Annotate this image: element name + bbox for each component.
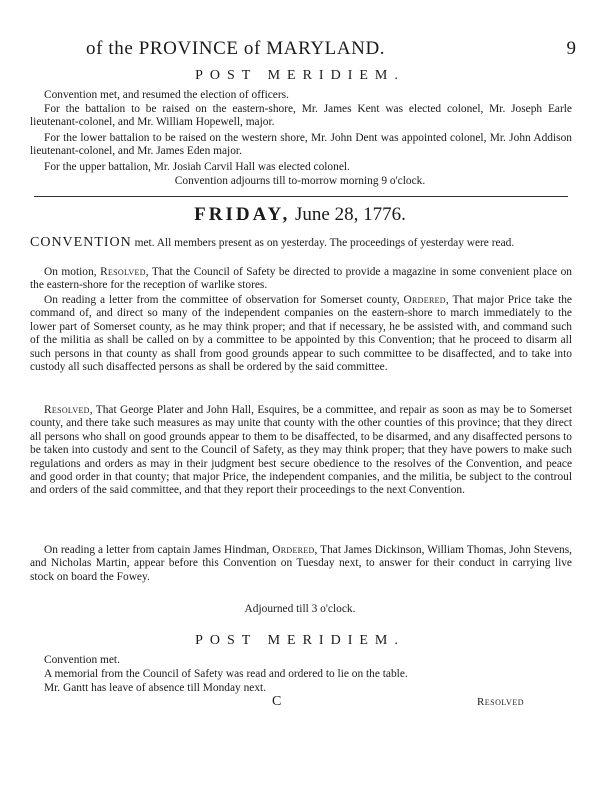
page-number: 9 xyxy=(566,38,576,59)
paragraph-text: On reading a letter from captain James Hindman, xyxy=(44,544,273,556)
paragraph: Convention met, and resumed the election of officers. xyxy=(44,89,289,101)
adjournment-line: Adjourned till 3 o'clock. xyxy=(244,603,356,615)
paragraph-text: On motion, xyxy=(44,266,101,278)
paragraph: For the battalion to be raised on the eastern-shore, Mr. James Kent was elected colonel, Mr. Joseph Earle lieutenant-colonel, and Mr. William Hopewell, major. xyxy=(30,103,572,129)
paragraph-text: On reading a letter from the committee of observation for Somerset county, xyxy=(44,294,404,306)
paragraph xyxy=(30,544,572,584)
divider xyxy=(34,196,568,197)
section-heading-post-meridiem: POST MERIDIEM. xyxy=(195,68,405,83)
paragraph-text: met. All members present as on yesterday. The proceedings of yesterday were read. xyxy=(131,237,515,249)
signature-mark: C xyxy=(272,694,282,709)
paragraph xyxy=(30,404,572,498)
resolved-word: Resolved xyxy=(44,404,90,416)
catchword: Resolved xyxy=(476,696,524,708)
adjournment-line: Convention adjourns till to-morrow morning 9 o'clock. xyxy=(174,175,426,187)
paragraph-text: , That James Dickinson, William Thomas, John Stevens, and Nicholas Martin, appear before this Convention on Tuesday next, to answer for their conduct in carrying live stock on board the Fowey. xyxy=(30,544,573,583)
paragraph: Convention met. xyxy=(44,654,120,666)
paragraph: A memorial from the Council of Safety was read and ordered to lie on the table. xyxy=(44,668,408,680)
paragraph xyxy=(30,236,572,250)
page-header xyxy=(86,38,576,64)
section-heading-post-meridiem: POST MERIDIEM. xyxy=(195,633,405,648)
resolved-word: Resolved xyxy=(100,266,146,278)
paragraph: For the lower battalion to be raised on the western shore, Mr. John Dent was appointed colonel, Mr. John Addison lieutenant-colonel, and Mr. James Eden major. xyxy=(30,132,572,158)
date-heading-date: June 28, 1776. xyxy=(295,204,406,225)
running-head: of the PROVINCE of MARYLAND. xyxy=(86,38,386,59)
paragraph xyxy=(30,266,572,293)
paragraph-text: , That George Plater and John Hall, Esquires, be a committee, and repair as soon as may be to Somerset county, and there take such measures as may unite that county with the other counties of this province; that they direct all persons who shall on good grounds appear to them to be disaffected, to be disarmed, and any disaffected persons to be taken into custody and sent to the Council of Safety, as they may think proper; that they have powers to make such regulations and orders as may in their judgment best secure obedience to the resolves of the Convention, and peace and good order in that county; that major Price, the independent companies, and the militia, be subject to the controul and orders of the said committee, and that they report their proceedings to the next Convention. xyxy=(30,404,572,497)
paragraph: Mr. Gantt has leave of absence till Monday next. xyxy=(44,682,267,694)
paragraph-text: , That the Council of Safety be directed to provide a magazine in some convenient place on the eastern-shore for the reception of warlike stores. xyxy=(30,266,572,292)
paragraph-text: , That major Price take the command of, and direct so many of the independent companies on the eastern-shore to march immediately to the lower part of Somerset county, as he may think proper; and that if necessary, he be assisted with, and command such of the militia as shall be called on by a committee to be appointed by this Convention; that he proceed to disarm all such persons in that county as shall from good grounds appear to such committee to be disaffected, and to take into custody all such disaffected persons as shall be ordered by the said committee. xyxy=(30,294,572,374)
date-heading-day: FRIDAY, xyxy=(194,204,291,225)
ordered-word: Ordered xyxy=(403,294,446,306)
paragraph-lead: CONVENTION xyxy=(30,235,132,250)
paragraph: For the upper battalion, Mr. Josiah Carvil Hall was elected colonel. xyxy=(44,161,350,173)
ordered-word: Ordered xyxy=(272,544,315,556)
paragraph xyxy=(30,294,572,374)
date-heading xyxy=(0,204,600,226)
